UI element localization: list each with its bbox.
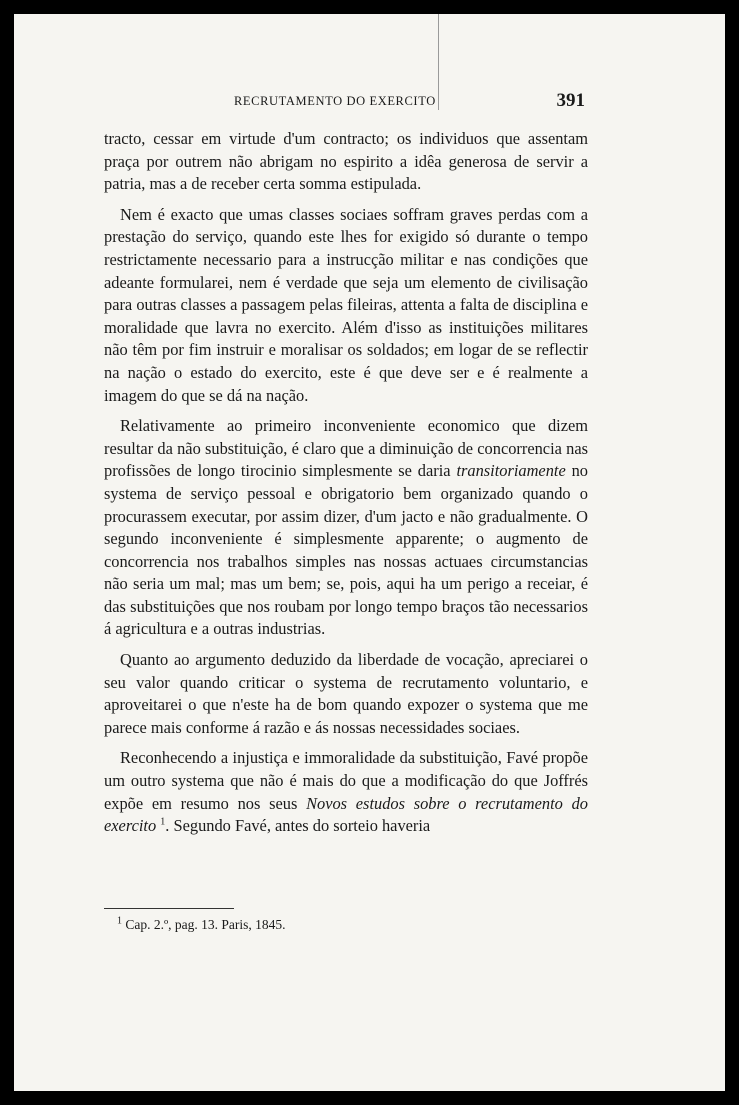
running-head-title: RECRUTAMENTO DO EXERCITO [234,94,436,108]
footnote [117,917,286,933]
page-number: 391 [556,90,585,111]
italic-term: transitoriamente [456,461,566,481]
paragraph-continuation: tracto, cessar em virtude d'um contracto; os individuos que assentam praça por outrem não abrigam no espirito a idêa generosa de servir a patria, mas a de receber certa somma estipulada. [104,129,588,194]
paragraph-text: Reconhecendo a injustiça e immoralidade da substituição, Favé propõe um outro systema que não é mais do que a modificação do que Joffrés expõe em resumo nos seus [104,748,588,813]
footnote-reference: 1 [160,816,166,828]
paragraph: Nem é exacto que umas classes sociaes soffram graves perdas com a prestação do serviço, quando este lhes for exigido só durante o tempo restrictamente necessario para a instrucção militar e nas condições que adeante formularei, nem é verdade que seja um elemento de civilisação para outras classes a passagem pelas fileiras, attenta a falta de disciplina e moralidade que lavra no exercito. Além d'isso as instituições militares não têm por fim instruir e moralisar os soldados; em logar de se reflectir na nação o estado do exercito, este é que deve ser e é realmente a imagem do que se dá na nação. [104,204,588,405]
footnote-text: Cap. 2.º, pag. 13. Paris, 1845. [125,917,286,932]
paragraph [104,415,588,641]
paragraph-text: Relativamente ao primeiro inconveniente economico que dizem resultar da não substituição, é claro que a diminuição de concorrencia nas profissões de longo tirocinio simplesmente se daria [104,416,588,481]
book-page [14,14,725,1091]
paragraph-text: no systema de serviço pessoal e obrigatorio bem organizado quando o procurassem executar, por assim dizer, d'um jacto e não gradualmente. O segundo inconveniente é simplesmente apparente; o augmento de concorrencia nos trabalhos simples nas nossas actuaes circumstancias não seria um mal; mas um bem; se, pois, aqui ha um perigo a receiar, é das substituições que nos roubam por longo tempo braços tão necessarios á agricultura e a outras industrias. [104,461,588,639]
paragraph-text: . Segundo Favé, antes do sorteio haveria [165,816,431,836]
book-title: Novos estudos sobre o recrutamento do exercito [104,793,588,836]
footnote-marker: 1 [117,915,122,927]
paragraph [104,747,588,837]
paragraph: Quanto ao argumento deduzido da liberdade de vocação, apreciarei o seu valor quando criticar o systema de recrutamento voluntario, e aproveitarei o que n'este ha de bom quando expozer o systema que me parece mais conforme á razão e ás nossas necessidades sociaes. [104,650,588,737]
footnote-rule [104,908,234,909]
body-text [104,128,588,838]
running-head [104,92,585,116]
